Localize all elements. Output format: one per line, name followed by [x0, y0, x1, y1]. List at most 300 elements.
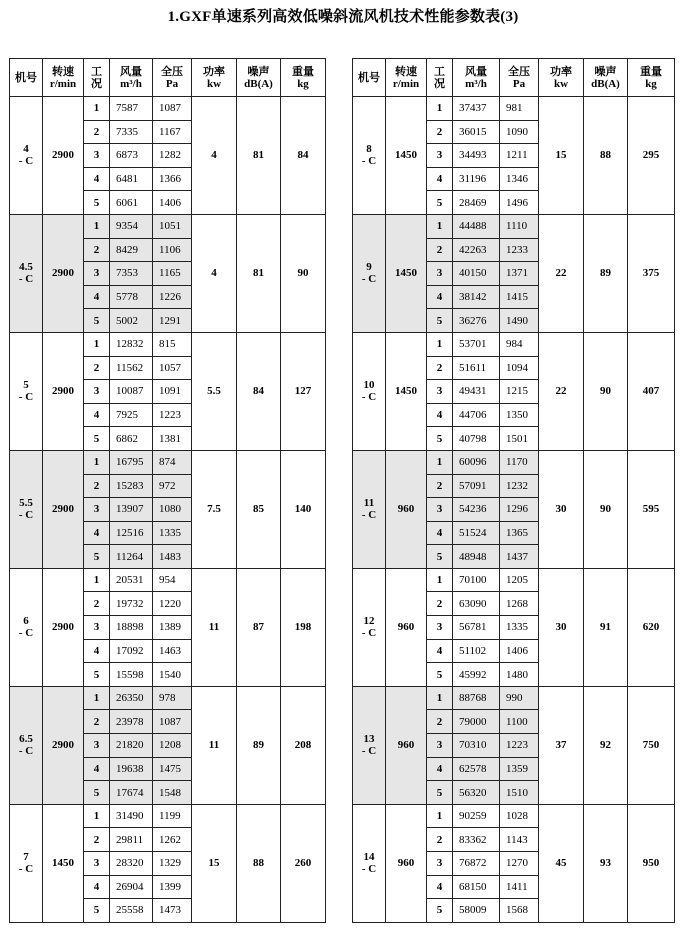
- pressure-cell: 1490: [500, 309, 539, 333]
- header-label: 转速: [395, 65, 417, 78]
- airflow-cell: 12832: [110, 332, 153, 356]
- weight-cell: 90: [281, 214, 326, 332]
- header-label: 重量: [640, 65, 662, 78]
- model-cell: [353, 450, 386, 568]
- header-unit: r/min: [392, 77, 420, 90]
- table-row: [353, 686, 675, 710]
- condition-cell: 3: [427, 144, 453, 168]
- pressure-cell: 1389: [153, 616, 192, 640]
- performance-table-right: [352, 58, 675, 923]
- model-label: 5 - C: [18, 379, 34, 404]
- airflow-cell: 60096: [453, 450, 500, 474]
- power-cell: 37: [539, 686, 584, 804]
- power-cell: 22: [539, 214, 584, 332]
- airflow-cell: 17092: [110, 639, 153, 663]
- condition-cell: 5: [427, 781, 453, 805]
- pressure-cell: 990: [500, 686, 539, 710]
- model-cell: [353, 686, 386, 804]
- airflow-cell: 29811: [110, 828, 153, 852]
- airflow-cell: 83362: [453, 828, 500, 852]
- pressure-cell: 1510: [500, 781, 539, 805]
- condition-cell: 1: [427, 804, 453, 828]
- condition-cell: 1: [427, 686, 453, 710]
- model-cell: [353, 214, 386, 332]
- pressure-cell: 1501: [500, 427, 539, 451]
- header-speed: [386, 59, 427, 97]
- table-row: [10, 97, 326, 121]
- noise-cell: 89: [237, 686, 281, 804]
- header-unit: kg: [645, 77, 657, 90]
- table-row: [10, 804, 326, 828]
- pressure-cell: 1143: [500, 828, 539, 852]
- condition-cell: 2: [427, 828, 453, 852]
- noise-cell: 88: [237, 804, 281, 922]
- header-unit: Pa: [165, 77, 179, 90]
- pressure-cell: 1167: [153, 120, 192, 144]
- speed-cell: 1450: [43, 804, 84, 922]
- airflow-cell: 36276: [453, 309, 500, 333]
- table-body: [10, 97, 326, 923]
- condition-cell: 1: [427, 568, 453, 592]
- weight-cell: 620: [628, 568, 675, 686]
- noise-cell: 81: [237, 214, 281, 332]
- table-row: [353, 214, 675, 238]
- speed-cell: 1450: [386, 97, 427, 215]
- condition-cell: 4: [84, 167, 110, 191]
- airflow-cell: 20531: [110, 568, 153, 592]
- pressure-cell: 1223: [500, 734, 539, 758]
- header-airflow: [453, 59, 500, 97]
- condition-cell: 4: [84, 521, 110, 545]
- condition-cell: 4: [427, 639, 453, 663]
- header-unit: 况: [434, 77, 445, 90]
- condition-cell: 1: [84, 332, 110, 356]
- airflow-cell: 49431: [453, 380, 500, 404]
- airflow-cell: 62578: [453, 757, 500, 781]
- noise-cell: 92: [584, 686, 628, 804]
- model-label: 6.5 - C: [18, 733, 34, 758]
- pressure-cell: 1165: [153, 262, 192, 286]
- weight-cell: 750: [628, 686, 675, 804]
- table-row: [10, 332, 326, 356]
- pressure-cell: 1296: [500, 498, 539, 522]
- header-unit: dB(A): [591, 77, 620, 90]
- pressure-cell: 1399: [153, 875, 192, 899]
- condition-cell: 5: [427, 427, 453, 451]
- airflow-cell: 38142: [453, 285, 500, 309]
- pressure-cell: 1406: [500, 639, 539, 663]
- condition-cell: 3: [427, 380, 453, 404]
- speed-cell: 2900: [43, 568, 84, 686]
- power-cell: 30: [539, 450, 584, 568]
- header-label: 转速: [52, 65, 74, 78]
- noise-cell: 91: [584, 568, 628, 686]
- airflow-cell: 10087: [110, 380, 153, 404]
- header-weight: [628, 59, 675, 97]
- pressure-cell: 1262: [153, 828, 192, 852]
- airflow-cell: 70100: [453, 568, 500, 592]
- condition-cell: 1: [427, 332, 453, 356]
- model-label: 9 - C: [361, 261, 377, 286]
- pressure-cell: 1080: [153, 498, 192, 522]
- model-cell: [10, 686, 43, 804]
- noise-cell: 93: [584, 804, 628, 922]
- header-label: 风量: [120, 65, 142, 78]
- airflow-cell: 11264: [110, 545, 153, 569]
- pressure-cell: 1110: [500, 214, 539, 238]
- condition-cell: 4: [427, 757, 453, 781]
- noise-cell: 89: [584, 214, 628, 332]
- pressure-cell: 1087: [153, 710, 192, 734]
- weight-cell: 295: [628, 97, 675, 215]
- header-unit: kw: [553, 77, 569, 90]
- weight-cell: 375: [628, 214, 675, 332]
- pressure-cell: 1199: [153, 804, 192, 828]
- condition-cell: 2: [84, 238, 110, 262]
- pressure-cell: 1496: [500, 191, 539, 215]
- pressure-cell: 1406: [153, 191, 192, 215]
- performance-table-left: [9, 58, 326, 923]
- pressure-cell: 1480: [500, 663, 539, 687]
- pressure-cell: 1215: [500, 380, 539, 404]
- condition-cell: 4: [84, 757, 110, 781]
- speed-cell: 2900: [43, 332, 84, 450]
- condition-cell: 5: [84, 545, 110, 569]
- header-unit: r/min: [49, 77, 77, 90]
- header-unit: m³/h: [465, 77, 487, 90]
- model-cell: [353, 568, 386, 686]
- airflow-cell: 25558: [110, 899, 153, 923]
- pressure-cell: 1208: [153, 734, 192, 758]
- condition-cell: 2: [427, 238, 453, 262]
- condition-cell: 1: [84, 686, 110, 710]
- airflow-cell: 7353: [110, 262, 153, 286]
- header-unit: m³/h: [120, 77, 142, 90]
- condition-cell: 4: [84, 403, 110, 427]
- airflow-cell: 51611: [453, 356, 500, 380]
- header-label: 重量: [292, 65, 314, 78]
- condition-cell: 4: [427, 285, 453, 309]
- weight-cell: 595: [628, 450, 675, 568]
- pressure-cell: 1548: [153, 781, 192, 805]
- condition-cell: 2: [84, 828, 110, 852]
- power-cell: 11: [192, 686, 237, 804]
- condition-cell: 1: [84, 214, 110, 238]
- table-row: [353, 568, 675, 592]
- pressure-cell: 1170: [500, 450, 539, 474]
- model-cell: [353, 97, 386, 215]
- airflow-cell: 79000: [453, 710, 500, 734]
- speed-cell: 1450: [386, 214, 427, 332]
- noise-cell: 90: [584, 450, 628, 568]
- airflow-cell: 34493: [453, 144, 500, 168]
- weight-cell: 407: [628, 332, 675, 450]
- power-cell: 11: [192, 568, 237, 686]
- condition-cell: 3: [84, 380, 110, 404]
- pressure-cell: 1381: [153, 427, 192, 451]
- header-label: 机号: [358, 71, 380, 84]
- pressure-cell: 1415: [500, 285, 539, 309]
- condition-cell: 2: [427, 120, 453, 144]
- weight-cell: 140: [281, 450, 326, 568]
- condition-cell: 5: [84, 781, 110, 805]
- model-label: 6 - C: [18, 615, 34, 640]
- condition-cell: 3: [84, 734, 110, 758]
- pressure-cell: 1090: [500, 120, 539, 144]
- airflow-cell: 44706: [453, 403, 500, 427]
- condition-cell: 5: [84, 191, 110, 215]
- condition-cell: 5: [84, 663, 110, 687]
- condition-cell: 3: [427, 262, 453, 286]
- speed-cell: 2900: [43, 214, 84, 332]
- airflow-cell: 31196: [453, 167, 500, 191]
- header-pressure: [500, 59, 539, 97]
- header-airflow: [110, 59, 153, 97]
- pressure-cell: 1329: [153, 852, 192, 876]
- airflow-cell: 76872: [453, 852, 500, 876]
- noise-cell: 90: [584, 332, 628, 450]
- pressure-cell: 1100: [500, 710, 539, 734]
- header-speed: [43, 59, 84, 97]
- condition-cell: 5: [84, 309, 110, 333]
- condition-cell: 1: [427, 97, 453, 121]
- pressure-cell: 1282: [153, 144, 192, 168]
- airflow-cell: 7925: [110, 403, 153, 427]
- condition-cell: 2: [84, 356, 110, 380]
- speed-cell: 960: [386, 450, 427, 568]
- header-label: 风量: [465, 65, 487, 78]
- header-label: 机号: [15, 71, 37, 84]
- power-cell: 5.5: [192, 332, 237, 450]
- pressure-cell: 1223: [153, 403, 192, 427]
- pressure-cell: 981: [500, 97, 539, 121]
- airflow-cell: 7335: [110, 120, 153, 144]
- pressure-cell: 1475: [153, 757, 192, 781]
- power-cell: 7.5: [192, 450, 237, 568]
- condition-cell: 3: [84, 262, 110, 286]
- airflow-cell: 53701: [453, 332, 500, 356]
- condition-cell: 2: [84, 474, 110, 498]
- header-label: 噪声: [247, 65, 270, 78]
- condition-cell: 2: [84, 592, 110, 616]
- pressure-cell: 1291: [153, 309, 192, 333]
- pressure-cell: 815: [153, 332, 192, 356]
- airflow-cell: 40798: [453, 427, 500, 451]
- condition-cell: 1: [427, 214, 453, 238]
- pressure-cell: 1211: [500, 144, 539, 168]
- airflow-cell: 36015: [453, 120, 500, 144]
- condition-cell: 5: [427, 663, 453, 687]
- model-label: 14 - C: [361, 851, 377, 876]
- airflow-cell: 19732: [110, 592, 153, 616]
- model-label: 13 - C: [361, 733, 377, 758]
- header-label: 功率: [203, 65, 225, 78]
- condition-cell: 1: [84, 568, 110, 592]
- model-cell: [10, 450, 43, 568]
- condition-cell: 3: [427, 734, 453, 758]
- pressure-cell: 1335: [500, 616, 539, 640]
- header-label: 噪声: [594, 65, 617, 78]
- weight-cell: 260: [281, 804, 326, 922]
- pressure-cell: 1540: [153, 663, 192, 687]
- speed-cell: 2900: [43, 450, 84, 568]
- pressure-cell: 1106: [153, 238, 192, 262]
- pressure-cell: 1094: [500, 356, 539, 380]
- airflow-cell: 57091: [453, 474, 500, 498]
- table-row: [353, 804, 675, 828]
- weight-cell: 127: [281, 332, 326, 450]
- pressure-cell: 1568: [500, 899, 539, 923]
- airflow-cell: 15598: [110, 663, 153, 687]
- noise-cell: 87: [237, 568, 281, 686]
- airflow-cell: 40150: [453, 262, 500, 286]
- condition-cell: 4: [427, 403, 453, 427]
- header-label: 工: [91, 65, 102, 78]
- power-cell: 4: [192, 214, 237, 332]
- header-row: [10, 59, 326, 97]
- airflow-cell: 56320: [453, 781, 500, 805]
- speed-cell: 960: [386, 686, 427, 804]
- airflow-cell: 11562: [110, 356, 153, 380]
- model-cell: [10, 332, 43, 450]
- condition-cell: 1: [84, 804, 110, 828]
- airflow-cell: 18898: [110, 616, 153, 640]
- header-label: 工: [434, 65, 445, 78]
- airflow-cell: 90259: [453, 804, 500, 828]
- model-label: 10 - C: [361, 379, 377, 404]
- condition-cell: 4: [427, 875, 453, 899]
- noise-cell: 85: [237, 450, 281, 568]
- noise-cell: 84: [237, 332, 281, 450]
- power-cell: 15: [539, 97, 584, 215]
- model-label: 11 - C: [361, 497, 377, 522]
- airflow-cell: 6862: [110, 427, 153, 451]
- power-cell: 45: [539, 804, 584, 922]
- header-unit: kg: [297, 77, 309, 90]
- table-row: [10, 568, 326, 592]
- condition-cell: 4: [427, 167, 453, 191]
- power-cell: 22: [539, 332, 584, 450]
- weight-cell: 950: [628, 804, 675, 922]
- pressure-cell: 1335: [153, 521, 192, 545]
- airflow-cell: 31490: [110, 804, 153, 828]
- power-cell: 4: [192, 97, 237, 215]
- condition-cell: 3: [427, 498, 453, 522]
- airflow-cell: 12516: [110, 521, 153, 545]
- model-label: 5.5 - C: [18, 497, 34, 522]
- airflow-cell: 15283: [110, 474, 153, 498]
- pressure-cell: 1437: [500, 545, 539, 569]
- airflow-cell: 17674: [110, 781, 153, 805]
- airflow-cell: 8429: [110, 238, 153, 262]
- model-label: 12 - C: [361, 615, 377, 640]
- speed-cell: 2900: [43, 686, 84, 804]
- airflow-cell: 44488: [453, 214, 500, 238]
- weight-cell: 198: [281, 568, 326, 686]
- header-label: 全压: [161, 65, 183, 78]
- speed-cell: 2900: [43, 97, 84, 215]
- header-power: [539, 59, 584, 97]
- speed-cell: 960: [386, 568, 427, 686]
- condition-cell: 3: [427, 852, 453, 876]
- airflow-cell: 6873: [110, 144, 153, 168]
- airflow-cell: 5002: [110, 309, 153, 333]
- pressure-cell: 1346: [500, 167, 539, 191]
- pressure-cell: 1028: [500, 804, 539, 828]
- pressure-cell: 1359: [500, 757, 539, 781]
- condition-cell: 2: [427, 474, 453, 498]
- speed-cell: 1450: [386, 332, 427, 450]
- condition-cell: 5: [427, 899, 453, 923]
- airflow-cell: 23978: [110, 710, 153, 734]
- airflow-cell: 68150: [453, 875, 500, 899]
- header-label: 功率: [550, 65, 572, 78]
- header-model: [353, 59, 386, 97]
- airflow-cell: 56781: [453, 616, 500, 640]
- airflow-cell: 48948: [453, 545, 500, 569]
- model-label: 4.5 - C: [18, 261, 34, 286]
- pressure-cell: 1051: [153, 214, 192, 238]
- header-noise: [237, 59, 281, 97]
- condition-cell: 3: [84, 144, 110, 168]
- header-noise: [584, 59, 628, 97]
- pressure-cell: 1371: [500, 262, 539, 286]
- condition-cell: 4: [84, 639, 110, 663]
- airflow-cell: 58009: [453, 899, 500, 923]
- condition-cell: 1: [427, 450, 453, 474]
- power-cell: 15: [192, 804, 237, 922]
- model-label: 4 - C: [18, 143, 34, 168]
- condition-cell: 3: [84, 616, 110, 640]
- model-label: 7 - C: [18, 851, 34, 876]
- table-row: [10, 686, 326, 710]
- condition-cell: 2: [427, 710, 453, 734]
- airflow-cell: 88768: [453, 686, 500, 710]
- pressure-cell: 1270: [500, 852, 539, 876]
- airflow-cell: 6061: [110, 191, 153, 215]
- condition-cell: 5: [84, 427, 110, 451]
- condition-cell: 2: [427, 592, 453, 616]
- pressure-cell: 874: [153, 450, 192, 474]
- airflow-cell: 7587: [110, 97, 153, 121]
- airflow-cell: 19638: [110, 757, 153, 781]
- airflow-cell: 21820: [110, 734, 153, 758]
- header-row: [353, 59, 675, 97]
- pressure-cell: 1232: [500, 474, 539, 498]
- pressure-cell: 1365: [500, 521, 539, 545]
- condition-cell: 4: [84, 875, 110, 899]
- model-cell: [353, 332, 386, 450]
- pressure-cell: 1366: [153, 167, 192, 191]
- table-row: [353, 332, 675, 356]
- table-row: [353, 450, 675, 474]
- pressure-cell: 1268: [500, 592, 539, 616]
- airflow-cell: 63090: [453, 592, 500, 616]
- airflow-cell: 51524: [453, 521, 500, 545]
- pressure-cell: 1473: [153, 899, 192, 923]
- airflow-cell: 70310: [453, 734, 500, 758]
- noise-cell: 88: [584, 97, 628, 215]
- condition-cell: 3: [427, 616, 453, 640]
- condition-cell: 1: [84, 450, 110, 474]
- airflow-cell: 5778: [110, 285, 153, 309]
- pressure-cell: 1350: [500, 403, 539, 427]
- airflow-cell: 45992: [453, 663, 500, 687]
- airflow-cell: 51102: [453, 639, 500, 663]
- model-cell: [353, 804, 386, 922]
- pressure-cell: 984: [500, 332, 539, 356]
- header-unit: 况: [91, 77, 102, 90]
